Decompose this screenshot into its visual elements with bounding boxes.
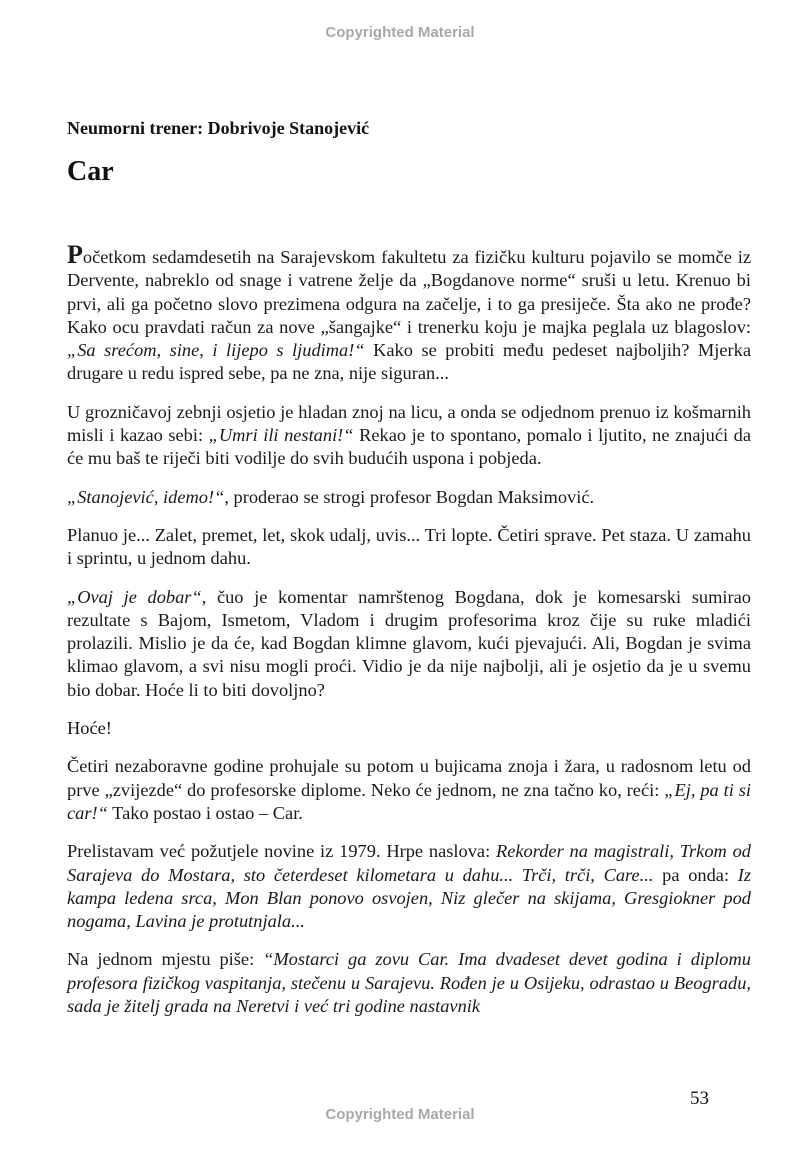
text-run: , čuo je komentar namrštenog Bogdana, dok je komesarski sumirao rezultate s Bajom, Ismetom, Vladom i drugim profesorima kroz čije su ruke mladići prolazili. Mislio je da će, kad Bogdan klimne glavom, kući pjevajući. Ali, Bogdan je svima klimao glavom, a svi nisu mogli proći. Vidio je da nije najbolji, ali je osjetio da je u svemu bio dobar. Hoće li to biti dovoljno?	[67, 586, 751, 700]
text-run: Tako postao i ostao – Car.	[107, 802, 303, 823]
body-text	[67, 242, 751, 1033]
quote-run: „Umri ili nestani!“	[208, 425, 354, 446]
text-run: Planuo je... Zalet, premet, let, skok udalj, uvis... Tri lopte. Četiri sprave. Pet staza. U zamahu i sprintu, u jednom dahu.	[67, 524, 751, 569]
paragraph-8	[67, 840, 751, 933]
quote-run: „Ej, pa ti si car!“	[67, 779, 752, 823]
quote-run: Iz kampa ledena srca, Mon Blan ponovo osvojen, Niz glečer na skijama, Gresgiokner pod nogama, Lavina je protutnjala...	[67, 864, 752, 932]
text-run: Četiri nezaboravne godine prohujale su potom u bujicama znoja i žara, u radosnom letu od prve „zvijezde“ do profesorske diplome. Neko će jednom, ne zna tačno ko, reći:	[67, 756, 751, 800]
paragraph-7	[67, 755, 751, 825]
text-run: Kako se probiti među pedeset najboljih? Mjerka drugare u redu ispred sebe, pa ne zna, nije siguran...	[67, 340, 752, 384]
copyright-watermark-bottom: Copyrighted Material	[325, 1106, 475, 1123]
text-run: očetkom sedamdesetih na Sarajevskom fakultetu za fizičku kulturu pojavilo se momče iz Dervente, nabreklo od snage i vatrene želje da „Bogdanove norme“ sruši u letu. Krenuo bi prvi, ali ga početno slovo prezimena odgura na začelje, i to ga presiječe. Šta ako ne prođe? Kako ocu pravdati račun za nove „šangajke“ i trenerku koju je majka peglala uz blagoslov:	[67, 247, 751, 337]
paragraph-5	[67, 586, 751, 702]
quote-run: „Stanojević, idemo!“	[67, 486, 225, 507]
paragraph-9	[67, 948, 751, 1018]
copyright-watermark-top: Copyrighted Material	[325, 24, 475, 41]
paragraph-6	[67, 717, 751, 740]
drop-cap: P	[67, 240, 83, 269]
quote-run: Rekorder na magistrali, Trkom od Sarajeva do Mostara, sto četerdeset kilometara u dahu... Trči, trči, Care...	[67, 841, 751, 885]
paragraph-1	[67, 242, 751, 386]
quote-run: “Mostarci ga zovu Car. Ima dvadeset devet godina i diplomu profesora fizičkog vaspitanja, stečenu u Sarajevu. Rođen je u Osijeku, odrastao u Beogradu, sada je žitelj grada na Neretvi i već tri godine nastavnik	[67, 949, 751, 1017]
quote-run: „Sa srećom, sine, i lijepo s ljudima!“	[67, 340, 365, 361]
paragraph-2	[67, 401, 751, 471]
text-run: Rekao je to spontano, pomalo i ljutito, ne znajući da će mu baš te riječi biti vodilje do svih budućih uspona i pobjeda.	[67, 425, 751, 469]
paragraph-3	[67, 486, 751, 509]
text-run: Na jednom mjestu piše:	[67, 949, 264, 970]
chapter-title: Car	[67, 156, 114, 187]
paragraph-4	[67, 524, 751, 571]
text-run: pa onda:	[653, 864, 738, 885]
text-run: Prelistavam već požutjele novine iz 1979. Hrpe naslova:	[67, 841, 496, 862]
text-run: , proderao se strogi profesor Bogdan Maksimović.	[224, 486, 595, 507]
page-number: 53	[690, 1088, 709, 1109]
chapter-subtitle: Neumorni trener: Dobrivoje Stanojević	[67, 118, 370, 138]
text-run: Hoće!	[67, 718, 112, 739]
quote-run: „Ovaj je dobar“	[67, 586, 202, 607]
text-run: U grozničavoj zebnji osjetio je hladan znoj na licu, a onda se odjednom prenuo iz košmarnih misli i kazao sebi:	[67, 401, 751, 446]
